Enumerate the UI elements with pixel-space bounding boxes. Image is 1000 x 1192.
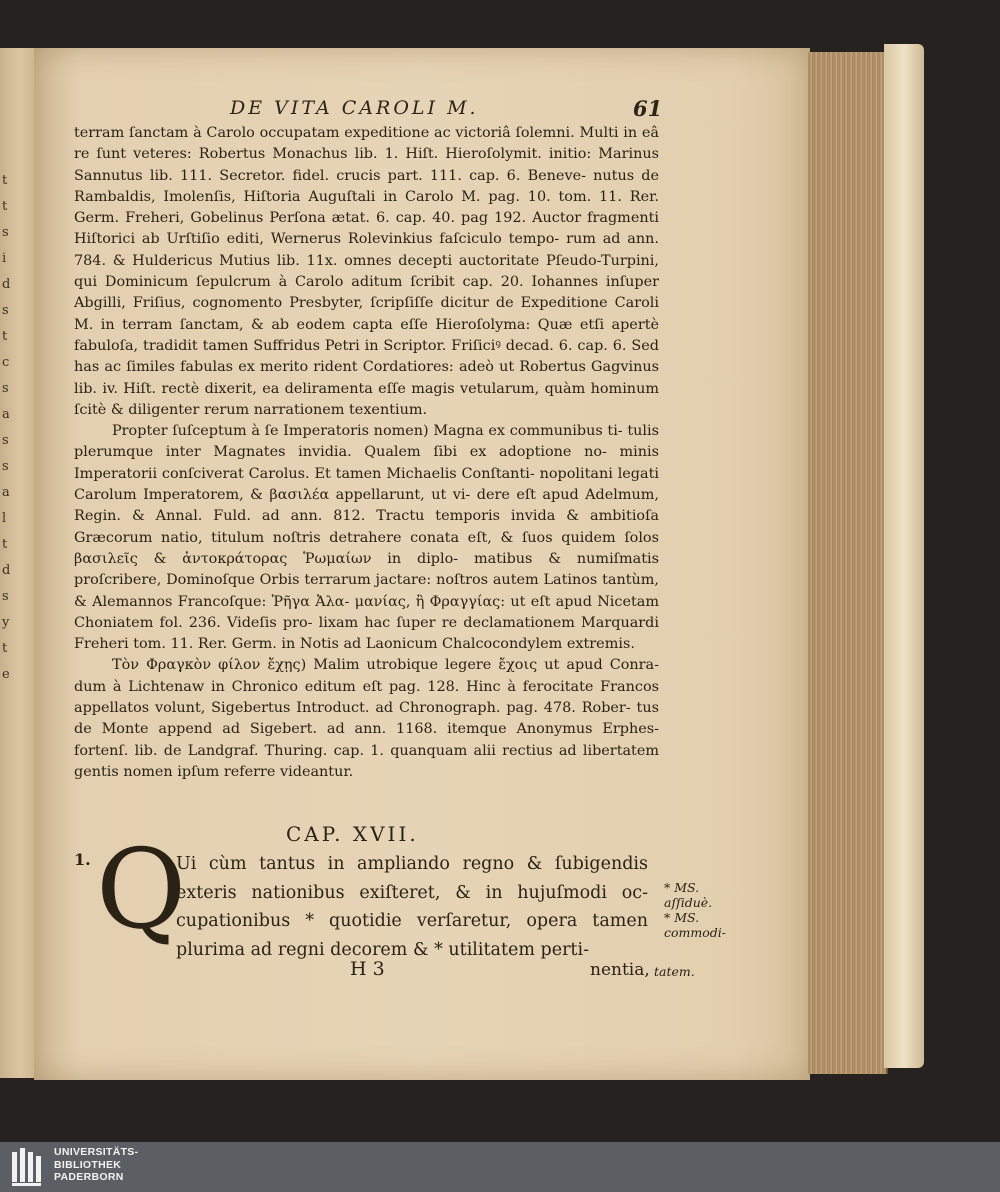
- page-fore-edge: [808, 52, 888, 1074]
- chapter-title: CAP. XVII.: [286, 822, 419, 846]
- margin-notes: [664, 880, 744, 940]
- library-logo-icon: [12, 1148, 48, 1186]
- catchword: nentia,: [590, 960, 650, 980]
- left-page-edge: [0, 48, 35, 1078]
- library-name: [54, 1146, 138, 1184]
- left-page-mark: s: [2, 459, 9, 474]
- library-name-line-3: PADERBORN: [54, 1171, 124, 1183]
- left-page-mark: y: [2, 615, 10, 630]
- library-footer-bar: [0, 1142, 1000, 1192]
- left-page-mark: t: [2, 173, 8, 188]
- left-page-mark: c: [2, 355, 10, 370]
- drop-cap-letter: Q: [96, 825, 187, 953]
- library-name-line-1: UNIVERSITÄTS-: [54, 1146, 139, 1158]
- margin-note-2: aſſiduè.: [664, 895, 713, 910]
- commentary-text: [74, 123, 659, 783]
- left-page-mark: t: [2, 329, 8, 344]
- margin-note-3: * MS.: [664, 910, 700, 925]
- left-page-mark: i: [2, 251, 7, 266]
- left-page-mark: l: [2, 511, 7, 526]
- signature-mark: H 3: [350, 958, 385, 980]
- paragraph-1: terram ſanctam à Carolo occupatam expeditione ac victoriâ ſolemni. Multi in eâ re ſunt veteres: Robertus Monachus lib. 1. Hiſt. Hieroſolymit. initio: Marinus Sannutus lib. 111. Secretor. fidel. crucis part. 111. cap. 6. Beneve- nutus de Rambaldis, Imolenſis, Hiſtoria Auguſtali in Carolo M. pag. 10. tom. 11. Rer. Germ. Freheri, Gobelinus Perſona ætat. 6. cap. 40. pag 192. Auctor fragmenti Hiſtorici ab Urſtiſio editi, Wernerus Rolevinkius faſciculo tempo- rum ad ann. 784. & Huldericus Mutius lib. 11x. omnes decepti auctoritate Pſeudo-Turpini, qui Dominicum ſepulcrum à Carolo aditum ſcribit cap. 20. Iohannes inſuper Abgilli, Friſius, cognomento Presbyter, ſcripſiſſe dicitur de Expeditione Caroli M. in terram ſanctam, & ab eodem capta eſſe Hieroſolyma: Quæ etſi apertè fabuloſa, tradidit tamen Suffridus Petri in Scriptor. Friſiciꝰ decad. 6. cap. 6. Sed has ac ſimiles fabulas ex merito rident Cordatiores: adeò ut Robertus Gagvinus lib. iv. Hiſt. rectè dixerit, ea deliramenta eſſe magis vetularum, quàm hominum ſcitè & diligenter rerum narrationem texentium.: [74, 125, 659, 418]
- left-page-mark: s: [2, 433, 9, 448]
- running-head: DE VITA CAROLI M.: [230, 97, 479, 119]
- margin-note-4: commodi-: [664, 925, 726, 940]
- left-page-mark: a: [2, 407, 10, 422]
- left-page-mark: t: [2, 199, 8, 214]
- left-page-mark: t: [2, 537, 8, 552]
- left-page-mark: s: [2, 303, 9, 318]
- paragraph-2: Propter ſuſceptum à ſe Imperatoris nomen) Magna ex communibus ti- tulis plerumque inter Magnates invidia. Qualem ſibi ex adoptione no- minis Imperatorii conſciverat Carolus. Et tamen Michaelis Conſtanti- nopolitani legati Carolum Imperatorem, & βασιλέα appellarunt, ut vi- dere eſt apud Adelmum, Regin. & Annal. Fuld. ad ann. 812. Tractu temporis invida & ambitioſa Græcorum natio, titulum noſtris detrahere conata eſt, & ſuos quidem ſolos βασιλεῖς & ἀντοκράτορας Ῥωμαίων in diplo- matibus & numiſmatis proſcribere, Dominoſque Orbis terrarum jactare: noſtros autem Latinos tantùm, & Alemannos Francoſque: Ῥῆγα Ἀλα- μανίας, ἢ Φραγγίας: ut eſt apud Nicetam Choniatem fol. 236. Videſis pro- lixam hac ſuper re declamationem Marquardi Freheri tom. 11. Rer. Germ. in Notis ad Laonicum Chalcocondylem extremis.: [74, 423, 659, 653]
- left-page-mark: s: [2, 381, 9, 396]
- chapter-text: Ui cùm tantus in ampliando regno & ſubigendis exteris nationibus exiſteret, & in hujuſmodi oc- cupationibus * quotidie verſaretur, opera tamen plurima ad regni decorem & * utilitatem perti-: [176, 854, 648, 960]
- left-page-mark: s: [2, 589, 9, 604]
- book-cover-edge: [884, 44, 924, 1068]
- left-page-mark: s: [2, 225, 9, 240]
- left-page-mark: d: [2, 277, 11, 292]
- left-page-mark: t: [2, 641, 8, 656]
- left-page-mark: a: [2, 485, 10, 500]
- left-page-mark: e: [2, 667, 10, 682]
- page-number: 61: [633, 96, 663, 121]
- library-name-line-2: BIBLIOTHEK: [54, 1158, 122, 1171]
- margin-note-1: * MS.: [664, 880, 700, 895]
- left-page-marks: [2, 168, 10, 688]
- catchword-note: tatem.: [654, 964, 695, 979]
- left-page-mark: d: [2, 563, 11, 578]
- section-number: 1.: [74, 850, 91, 869]
- paragraph-3: Τὸν Φραγκὸν φίλον ἔχῃς) Malim utrobique legere ἔχοις ut apud Conra- dum à Lichtenaw in Chronico editum eſt pag. 128. Hinc à ferocitate Francos appellatos volunt, Sigebertus Introduct. ad Chronograph. pag. 478. Rober- tus de Monte append ad Sigebert. ad ann. 1168. itemque Anonymus Erphes- fortenſ. lib. de Landgraf. Thuring. cap. 1. quanquam alii rectius ad libertatem gentis nomen ipſum referre videantur.: [74, 657, 659, 780]
